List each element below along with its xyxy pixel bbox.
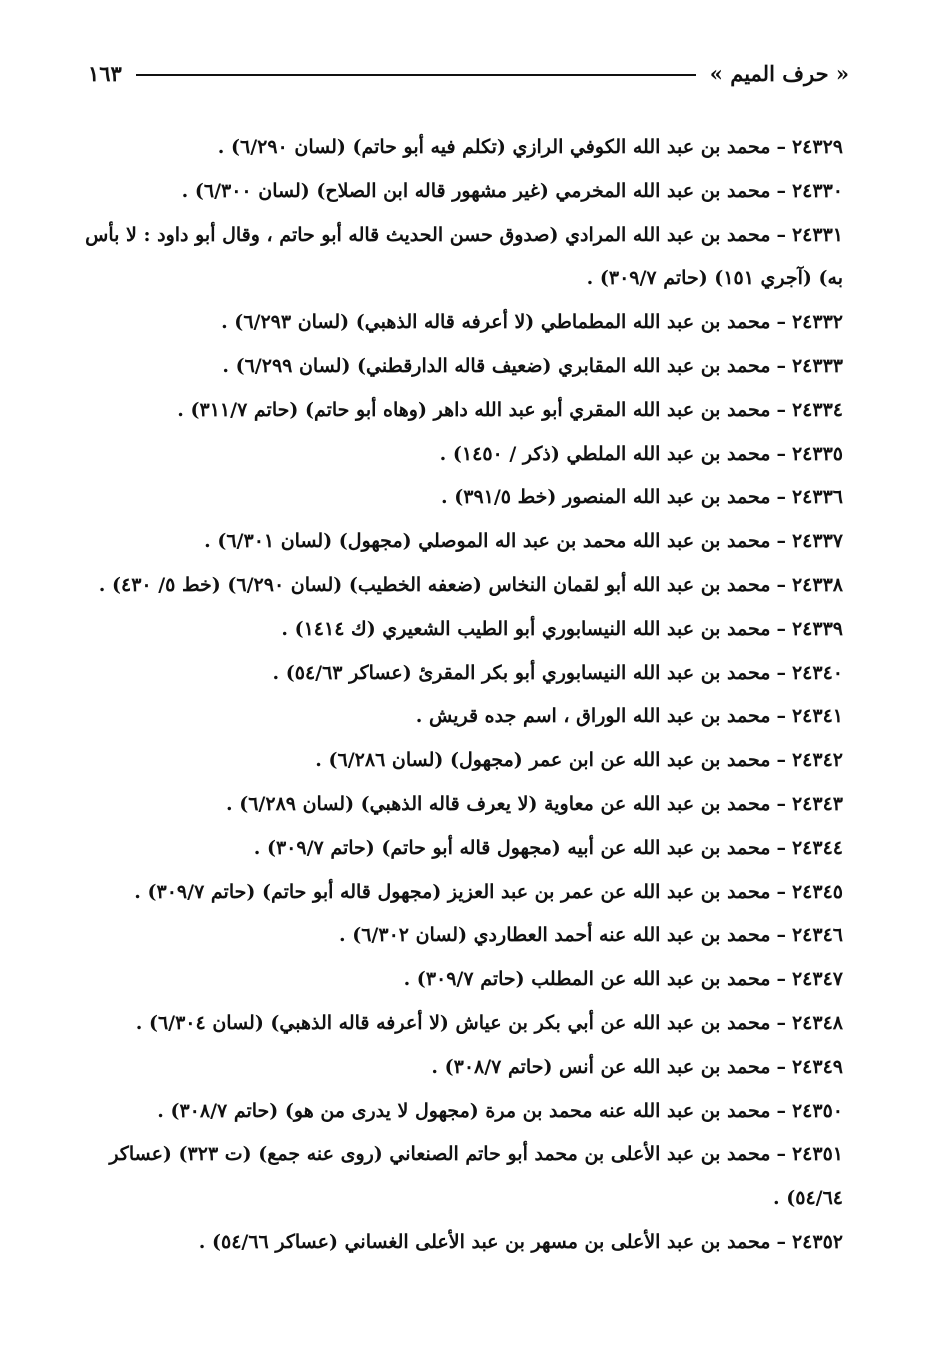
entry-number: ٢٤٣٣١: [791, 223, 843, 246]
entry-number: ٢٤٣٤٢: [791, 749, 843, 772]
entry-number: ٢٤٣٣٦: [791, 486, 843, 509]
entry-text: محمد بن عبد الله المقري أبو عبد الله داهر (وهاه أبو حاتم) (حاتم ٣١١/٧) .: [177, 398, 771, 421]
entry-dash: –: [776, 792, 786, 815]
entry-dash: –: [776, 661, 786, 684]
entry-number: ٢٤٣٤١: [791, 705, 843, 728]
list-item: [82, 695, 843, 739]
entry-text: محمد بن عبد الله عن المطلب (حاتم ٣٠٩/٧) .: [403, 968, 771, 991]
entry-number: ٢٤٣٤٨: [791, 1011, 843, 1034]
entry-dash: –: [776, 136, 786, 158]
list-item: [82, 1133, 843, 1221]
entry-text: محمد بن عبد الله الكوفي الرازي (تكلم فيه أبو حاتم) (لسان ٦/٢٩٠) .: [217, 136, 771, 158]
entry-number: ٢٤٣٤٩: [791, 1055, 843, 1078]
entry-text: محمد بن عبد الله عنه أحمد العطاردي (لسان ٦/٣٠٢) .: [338, 924, 771, 947]
entry-text: محمد بن عبد الله عن معاوية (لا يعرف قاله الذهبي) (لسان ٦/٢٨٩) .: [225, 792, 771, 815]
list-item: [82, 1046, 843, 1090]
entry-dash: –: [776, 354, 786, 377]
entry-number: ٢٤٣٣٥: [791, 442, 843, 465]
entry-dash: –: [776, 1143, 786, 1166]
entry-number: ٢٤٣٣٣: [791, 354, 843, 377]
entry-text: محمد بن عبد الله عن ابن عمر (مجهول) (لسان ٦/٢٨٦) .: [315, 749, 771, 772]
entry-dash: –: [776, 1055, 786, 1078]
list-item: [82, 520, 843, 564]
entry-number: ٢٤٣٥٢: [791, 1230, 843, 1253]
entry-dash: –: [776, 398, 786, 421]
entry-text: محمد بن عبد الله الوراق ، اسم جده قريش .: [415, 705, 771, 728]
entry-text: محمد بن عبد الله النيسابوري أبو الطيب الشعيري (ك ١٤١٤) .: [281, 617, 771, 640]
list-item: [82, 126, 843, 170]
entry-text: محمد بن عبد الله المقابري (ضعيف قاله الدارقطني) (لسان ٦/٢٩٩) .: [222, 354, 771, 377]
list-item: [82, 214, 843, 302]
entry-text: محمد بن عبد الله المنصور (خط ٣٩١/٥) .: [441, 486, 771, 509]
entry-number: ٢٤٣٥٠: [791, 1099, 843, 1122]
entry-dash: –: [776, 880, 786, 903]
entry-dash: –: [776, 836, 786, 859]
entry-dash: –: [776, 1230, 786, 1253]
entry-text: محمد بن عبد الأعلى بن محمد أبو حاتم الصنعاني (روى عنه جمع) (ت ٣٢٣) (عساكر ٥٤/٦٤) .: [109, 1143, 843, 1210]
entry-text: محمد بن عبد الله عن أبي بكر بن عياش (لا أعرفه قاله الذهبي) (لسان ٦/٣٠٤) .: [135, 1011, 771, 1034]
list-item: [82, 345, 843, 389]
entry-text: محمد بن عبد الله عنه محمد بن مرة (مجهول لا يدرى من هو) (حاتم ٣٠٨/٧) .: [157, 1099, 771, 1122]
entry-dash: –: [776, 311, 786, 334]
page-header: [88, 55, 849, 91]
entry-dash: –: [776, 442, 786, 465]
entry-number: ٢٤٣٥١: [791, 1143, 843, 1166]
entry-text: محمد بن عبد الله عن أبيه (مجهول قاله أبو حاتم) (حاتم ٣٠٩/٧) .: [253, 836, 771, 859]
entry-number: ٢٤٣٢٩: [791, 136, 843, 158]
list-item: [82, 783, 843, 827]
entry-dash: –: [776, 749, 786, 772]
entry-text: محمد بن عبد الله النيسابوري أبو بكر المقرئ (عساكر ٥٤/٦٣) .: [272, 661, 771, 684]
entry-number: ٢٤٣٤٧: [791, 968, 843, 991]
header-rule: [136, 74, 696, 76]
chapter-title: « حرف الميم »: [709, 60, 849, 86]
list-item: [82, 827, 843, 871]
entry-text: محمد بن عبد الأعلى بن مسهر بن عبد الأعلى الغساني (عساكر ٥٤/٦٦) .: [198, 1230, 771, 1253]
entry-number: ٢٤٣٣٤: [791, 398, 843, 421]
list-item: [82, 564, 843, 608]
entry-text: محمد بن عبد الله المطماطي (لا أعرفه قاله الذهبي) (لسان ٦/٢٩٣) .: [221, 311, 771, 334]
list-item: [82, 871, 843, 915]
list-item: [82, 170, 843, 214]
list-item: [82, 652, 843, 696]
list-item: [82, 1221, 843, 1265]
entry-number: ٢٤٣٣٨: [791, 573, 843, 596]
entry-number: ٢٤٣٤٠: [791, 661, 843, 684]
entry-text: محمد بن عبد الله محمد بن عبد اله الموصلي (مجهول) (لسان ٦/٣٠١) .: [204, 530, 771, 553]
list-item: [82, 1002, 843, 1046]
list-item: [82, 958, 843, 1002]
entry-text: محمد بن عبد الله المرادي (صدوق حسن الحديث قاله أبو حاتم ، وقال أبو داود : لا بأس به) (آجري ١٥١) (حاتم ٣٠٩/٧) .: [85, 223, 843, 290]
entry-dash: –: [776, 924, 786, 947]
entry-list: [82, 126, 843, 1265]
list-item: [82, 433, 843, 477]
entry-dash: –: [776, 1011, 786, 1034]
entry-dash: –: [776, 486, 786, 509]
list-item: [82, 301, 843, 345]
entry-number: ٢٤٣٤٤: [791, 836, 843, 859]
entry-dash: –: [776, 179, 786, 202]
entry-text: محمد بن عبد الله عن أنس (حاتم ٣٠٨/٧) .: [431, 1055, 771, 1078]
list-item: [82, 608, 843, 652]
entry-number: ٢٤٣٣٢: [791, 311, 843, 334]
entry-number: ٢٤٣٣٧: [791, 530, 843, 553]
entry-dash: –: [776, 1099, 786, 1122]
page-number: ١٦٣: [88, 60, 122, 86]
entry-number: ٢٤٣٤٣: [791, 792, 843, 815]
entry-dash: –: [776, 573, 786, 596]
entry-dash: –: [776, 223, 786, 246]
list-item: [82, 739, 843, 783]
entry-dash: –: [776, 530, 786, 553]
entry-text: محمد بن عبد الله المخرمي (غير مشهور قاله ابن الصلاح) (لسان ٦/٣٠٠) .: [181, 179, 771, 202]
list-item: [82, 476, 843, 520]
entry-number: ٢٤٣٤٦: [791, 924, 843, 947]
list-item: [82, 389, 843, 433]
entry-text: محمد بن عبد الله الملطي (ذكر / ١٤٥٠) .: [439, 442, 771, 465]
entry-number: ٢٤٣٣٩: [791, 617, 843, 640]
entry-text: محمد بن عبد الله أبو لقمان النخاس (ضعفه الخطيب) (لسان ٦/٢٩٠) (خط ٥/ ٤٣٠) .: [98, 573, 771, 596]
entry-dash: –: [776, 968, 786, 991]
entry-number: ٢٤٣٣٠: [791, 179, 843, 202]
entry-number: ٢٤٣٤٥: [791, 880, 843, 903]
list-item: [82, 914, 843, 958]
entry-text: محمد بن عبد الله عن عمر بن عبد العزيز (مجهول قاله أبو حاتم) (حاتم ٣٠٩/٧) .: [134, 880, 771, 903]
list-item: [82, 1090, 843, 1134]
entry-dash: –: [776, 617, 786, 640]
entry-dash: –: [776, 705, 786, 728]
